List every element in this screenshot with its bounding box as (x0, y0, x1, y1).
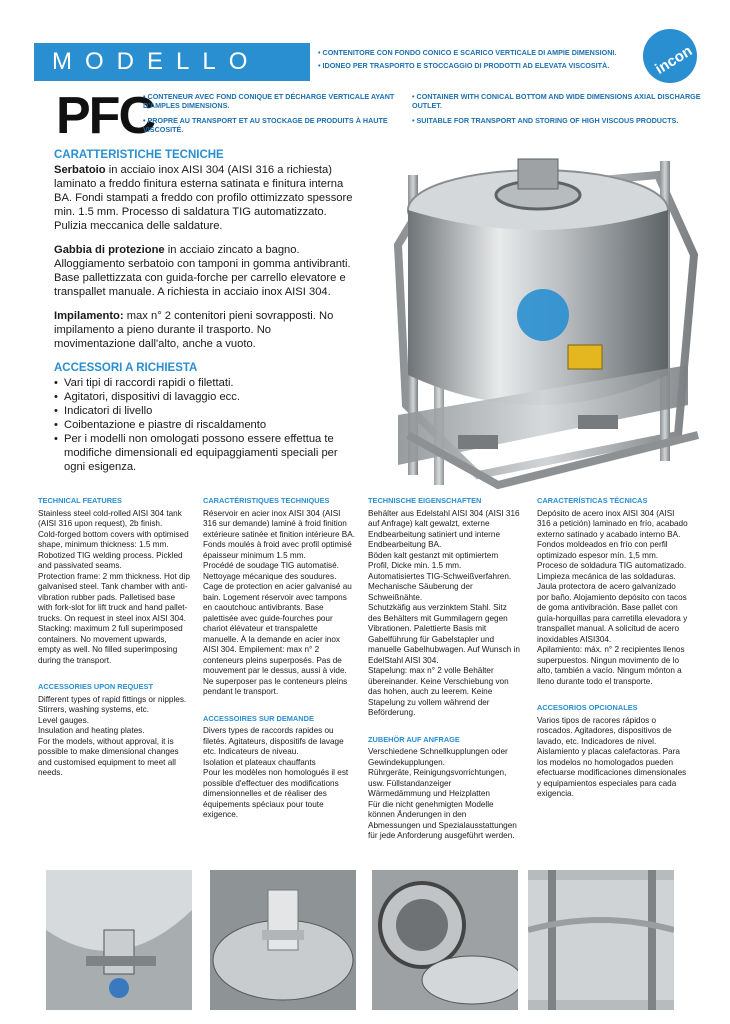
accessories-list (54, 376, 354, 474)
svg-text:incon: incon (652, 42, 696, 78)
english-column (38, 496, 190, 779)
outlet-valve-photo (46, 870, 192, 1010)
column-acc-text: Verschiedene Schnellkupplungen oder Gewindekupplungen. Rührgeräte, Reinigungsvorrichtungen, usw. Füllstandanzeiger Wärmedämmung und Heizplatten Für die nicht genehmigten Modelle können Änderungen in den Abmessungen und Spezialausstattungen für jede Anforderung ausgeführt werden. (368, 747, 517, 840)
column-text: Depósito de acero inox AISI 304 (AISI 316 a petición) laminado en frío, acabado externo satinado y acabado interno BA. Fondos moldeados en frío con perfil optimizado espesor mín. 1,5 mm. Proceso de soldadura TIG automatizado. Limpieza mecánica de las soldaduras. Jaula protectora de acero galvanizado por baño. Alojamiento depósito con tacos de goma antivibración. Base pallet con guía-horquillas para carretilla elevadora y transpallet manual. A solicitud de acero inoxidables AISI304. Apilamiento: máx. n° 2 recipientes llenos superpuestos. Ningun movimento de lo alto, también a vacío. Ningum mónton a lleno durante todo el transporte. (537, 508, 688, 686)
summary-note: • SUITABLE FOR TRANSPORT AND STORING OF HIGH VISCOUS PRODUCTS. (412, 116, 679, 125)
column-title: CARACTERÍSTICAS TÉCNICAS (537, 496, 648, 505)
stacking-text: max n° 2 contenitori pieni sovrapposti. No impilamento a pieno durante il trasporto. No movimentazione dall'alto, anche a vuoto. (54, 310, 334, 350)
accessory-item: • Per i modelli non omologati possono essere effettua te modifiche dimensionali ed equipaggiamenti speciali per ogni esigenza. (54, 432, 354, 474)
model-banner: MODELLO (34, 43, 310, 81)
column-text: Réservoir en acier inox AISI 304 (AISI 316 sur demande) laminé à froid finition extérieure satinée et finition intérieure BA. Fonds moulés à froid avec profil optimisé épaisseur minimum 1.5 mm. Procédé de soudage TIG automatisé. Nettoyage mécanique des soudures. Cage de protection en acier galvanisé au bain. Logement réservoir avec tampons en caoutchouc antivibrants. Base palettisée avec guide-fourches pour chariot élévateur et transpalette manuelle. À la demande en acier inox AISI 304. Empilement: max n° 2 conteneurs pleins superposés. Pas de mouvement par le dessus, aussi à vide. Ne superposer pas le conteneurs pleins pendant le transport. (203, 508, 356, 696)
tech-title: CARATTERISTICHE TECNICHE (54, 149, 224, 161)
banner-note: • CONTENITORE CON FONDO CONICO E SCARICO VERTICALE DI AMPIE DIMENSIONI. (318, 48, 617, 57)
stacking-label: Impilamento: (54, 310, 124, 322)
model-code: PFC (56, 87, 154, 145)
tank-label: Serbatoio (54, 164, 106, 176)
container-photo (368, 135, 714, 493)
column-title: TECHNICAL FEATURES (38, 496, 122, 505)
tank-surface-photo (528, 870, 674, 1010)
accessory-item: • Indicatori di livello (54, 404, 354, 418)
tank-text: in acciaio inox AISI 304 (AISI 316 a richiesta) laminato a freddo finitura esterna satinata e finitura interna BA. Fondi stampati a freddo con profilo ottimizzato spessore min. 1.5 mm. Processo di saldatura TIG automatizzato. Pulizia meccanica delle saldature. (54, 164, 353, 232)
column-acc-title: ACCESSOIRES SUR DEMANDE (203, 713, 314, 723)
french-summary (143, 92, 403, 140)
spanish-column (537, 496, 689, 800)
open-manhole-photo (372, 870, 518, 1010)
column-title: TECHNISCHE EIGENSCHAFTEN (368, 496, 482, 505)
tank-paragraph (54, 163, 354, 233)
summary-note: • CONTENEUR AVEC FOND CONIQUE ET DÉCHARGE VERTICALE AYANT D'AMPLES DIMENSIONS. (143, 92, 395, 110)
column-acc-text: Varios tipos de racores rápidos o roscados. Agitadores, dispositivos de lavado, etc. Indicadores de nivel. Aislamiento y placas calefactoras. Para los modelos no homologados pueden efectuarse modificaciones dimensionales y equipamientos especiales para cada exigencia. (537, 715, 687, 798)
column-acc-title: ACCESSORIES UPON REQUEST (38, 682, 153, 691)
frame-text: in acciaio zincato a bagno. Alloggiamento serbatoio con tamponi in gomma antivibranti. Base pallettizzata con guida-forche per carrello elevatore e transpallet manuale. A richiesta in acciaio inox AISI 304. (54, 244, 351, 298)
column-acc-text: Divers types de raccords rapides ou filetés. Agitateurs, dispositifs de lavage etc. Indicateurs de niveau. Isolation et plateaux chauffants Pour les modèles non homologués il est possible d'effectuer des modifications dimensionnelles et de réaliser des équipements spéciaux pour toute exigence. (203, 726, 349, 819)
accessory-item: • Agitatori, dispositivi di lavaggio ecc. (54, 390, 354, 404)
banner-note: • IDONEO PER TRASPORTO E STOCCAGGIO DI PRODOTTI AD ELEVATA VISCOSITÀ. (318, 61, 610, 70)
column-title: CARACTÉRISTIQUES TECHNIQUES (203, 496, 330, 505)
lid-fitting-photo (210, 870, 356, 1010)
summary-note: • PROPRE AU TRANSPORT ET AU STOCKAGE DE PRODUITS À HAUTE VISCOSITÉ. (143, 116, 388, 134)
column-acc-title: ZUBEHÖR AUF ANFRAGE (368, 734, 460, 744)
accessory-item: • Coibentazione e piastre di riscaldamento (54, 418, 354, 432)
accessory-item: • Vari tipi di raccordi rapidi o filettati. (54, 376, 354, 390)
french-column (203, 496, 355, 821)
detail-photos (46, 870, 694, 1010)
german-column (368, 496, 520, 842)
incon-logo (642, 28, 698, 84)
banner-notes (318, 46, 616, 72)
accessories-title: ACCESSORI A RICHIESTA (54, 362, 198, 374)
italian-specs (54, 148, 354, 474)
summary-note: • CONTAINER WITH CONICAL BOTTOM AND WIDE DIMENSIONS AXIAL DISCHARGE OUTLET. (412, 92, 701, 110)
column-text: Stainless steel cold-rolled AISI 304 tank (AISI 316 upon request), 2b finish. Cold-forged bottom covers with optimised shape, minimum thickness: 1.5 mm. Robotized TIG welding process. Pickled and passivated seams. Protection frame: 2 mm thickness. Hot dip galvanised steel. Tank chamber with anti-vibration rubber pads. Palletised base with fork-slot for lift truck and hand pallet-trucks. On request in steel inox AISI 304. Stacking: maximum 2 full superimposed containers. No movement upwards, empty as well. No filled superimposing during the transport. (38, 508, 190, 665)
column-acc-text: Different types of rapid fittings or nipples. Stirrers, washing systems, etc. Level gauges. Insulation and heating plates. For the models, without approval, it is possible to make dimensional changes and customised equipment to meet all needs. (38, 694, 187, 777)
frame-label: Gabbia di protezione (54, 244, 165, 256)
stacking-paragraph (54, 309, 354, 351)
column-acc-title: ACCESORIOS OPCIONALES (537, 703, 638, 712)
column-text: Behälter aus Edelstahl AISI 304 (AISI 316 auf Anfrage) kalt gewalzt, externe Endbearbeitung satiniert und interne Endbearbeitung BA. Böden kalt gestanzt mit optimiertem Profil, Dicke min. 1.5 mm. Automatisiertes TIG-Schweißverfahren. Mechanische Säuberung der Schweißnähte. Schutzkäfig aus verzinktem Stahl. Sitz des Behälters mit Gummilagern gegen Vibrationen. Palettierte Basis mit Gabelführung für Gabelstapler und manuelle Gabelhubwagen. Auf Wunsch in EdelStahl AISI 304. Stapelung: max n° 2 volle Behälter übereinander. Keine Verschiebung von das hohen, auch zu leerem. Keine Stapelung zu vollem während der Beförderung. (368, 508, 520, 717)
english-summary (412, 92, 702, 131)
frame-paragraph (54, 243, 354, 299)
